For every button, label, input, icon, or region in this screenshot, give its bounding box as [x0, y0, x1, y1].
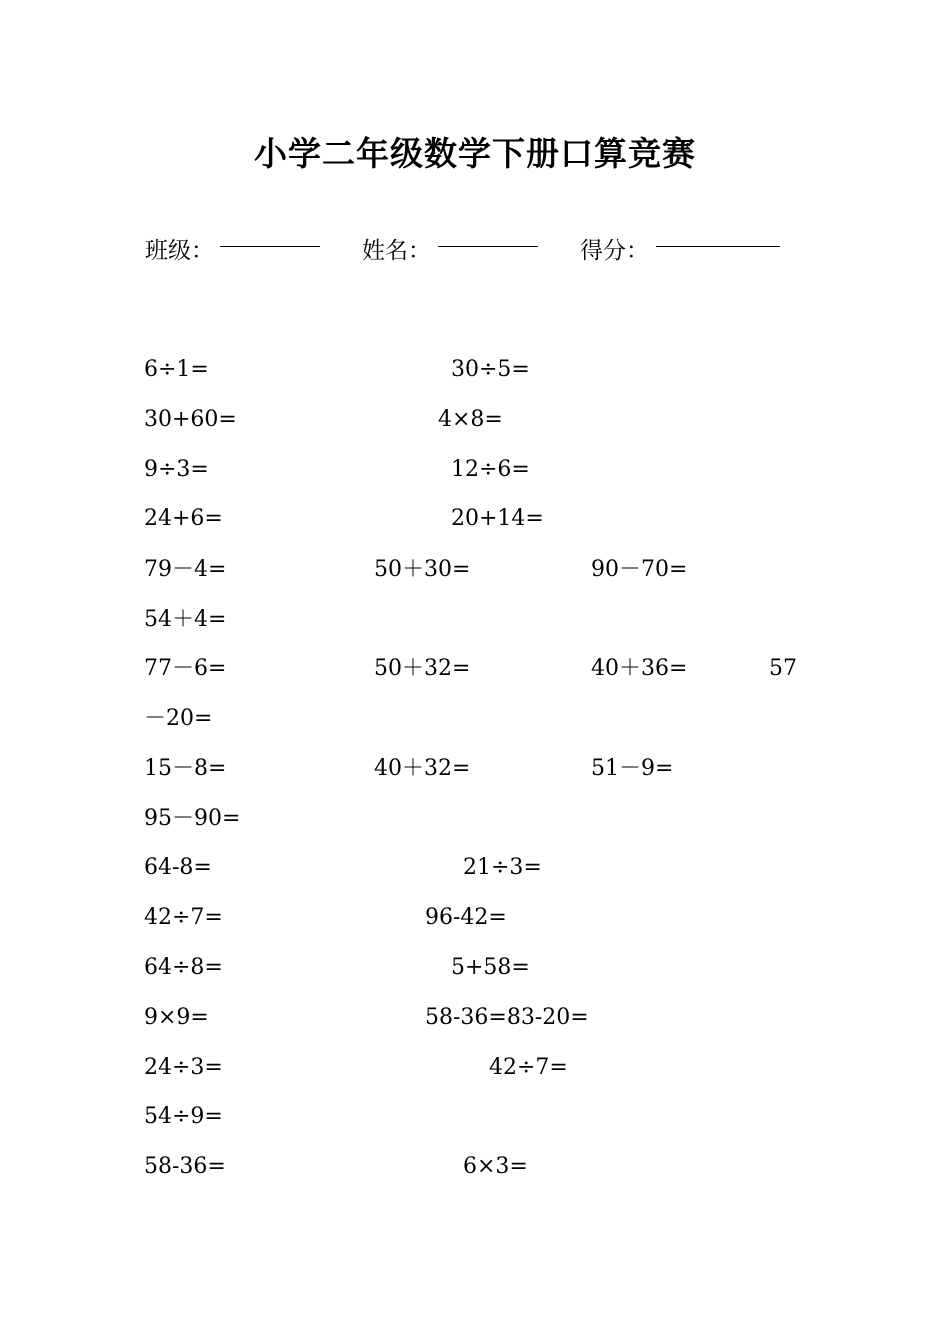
problem-item: 42÷7= [489, 1055, 568, 1080]
problem-item: 9×9= [144, 1005, 209, 1030]
problem-item: 79－4= [144, 557, 227, 582]
problem-item: 54＋4= [144, 607, 227, 632]
problem-item: 51－9= [591, 756, 674, 781]
class-blank-line [220, 246, 320, 247]
problem-item: 24÷3= [144, 1055, 223, 1080]
problem-item: 20+14= [451, 506, 544, 531]
problem-item: 30÷5= [451, 357, 530, 382]
name-blank-line [438, 246, 538, 247]
score-blank-line [656, 246, 780, 247]
problem-item: －20= [144, 706, 213, 731]
problem-item: 24+6= [144, 506, 223, 531]
problem-item: 57 [769, 656, 797, 681]
problem-item: 58-36=83-20= [425, 1005, 589, 1030]
problem-item: 64-8= [144, 855, 212, 880]
problem-item: 64÷8= [144, 955, 223, 980]
problem-item: 54÷9= [144, 1104, 223, 1129]
problem-item: 12÷6= [451, 457, 530, 482]
problem-item: 58-36= [144, 1154, 226, 1179]
page-title: 小学二年级数学下册口算竞赛 [254, 134, 696, 173]
problem-item: 6÷1= [144, 357, 209, 382]
problem-item: 96-42= [425, 905, 507, 930]
problem-item: 40＋32= [374, 756, 471, 781]
problem-item: 95－90= [144, 806, 241, 831]
problem-item: 40＋36= [591, 656, 688, 681]
problem-item: 42÷7= [144, 905, 223, 930]
score-label: 得分： [580, 238, 649, 264]
problem-item: 77－6= [144, 656, 227, 681]
problem-item: 50＋32= [374, 656, 471, 681]
problem-item: 50＋30= [374, 557, 471, 582]
class-label: 班级： [145, 238, 214, 264]
problem-item: 4×8= [438, 407, 503, 432]
problem-item: 5+58= [451, 955, 530, 980]
problem-item: 15－8= [144, 756, 227, 781]
problem-item: 90－70= [591, 557, 688, 582]
problem-item: 30+60= [144, 407, 237, 432]
problem-item: 6×3= [463, 1154, 528, 1179]
name-label: 姓名： [362, 238, 431, 264]
problem-item: 21÷3= [463, 855, 542, 880]
problem-item: 9÷3= [144, 457, 209, 482]
